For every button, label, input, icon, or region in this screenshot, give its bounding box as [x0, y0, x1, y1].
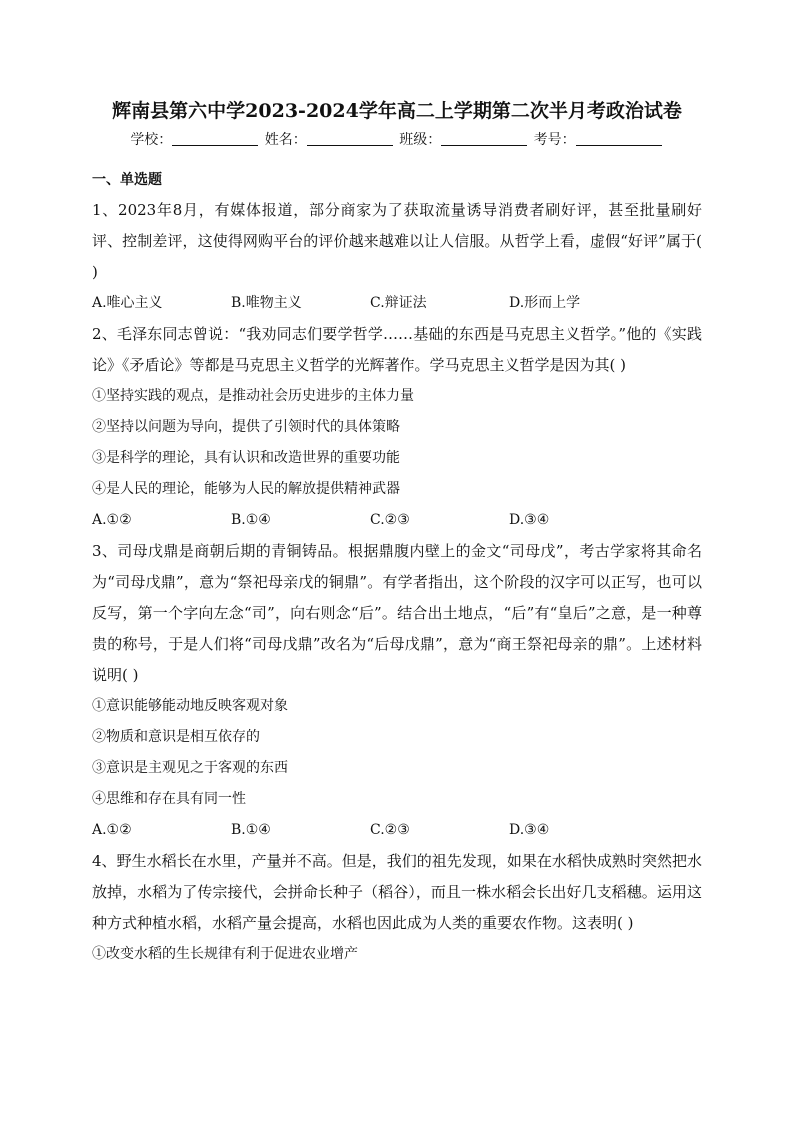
option-c: C.②③ [370, 512, 410, 528]
question-options [92, 288, 702, 319]
statement-2: ②物质和意识是相互依存的 [92, 729, 260, 745]
option-b: B.①④ [231, 512, 271, 528]
name-label: 姓名： [264, 132, 307, 148]
question-options [92, 815, 702, 846]
option-a: A.①② [92, 512, 132, 528]
school-label: 学校： [130, 132, 173, 148]
question-options [92, 505, 702, 536]
class-label: 班级： [399, 132, 442, 148]
question-stem: 3、司母戊鼎是商朝后期的青铜铸品。根据鼎腹内壁上的金文“司母戊”，考古学家将其命名为“司母戊鼎”，意为“祭祀母亲戊的铜鼎”。有学者指出，这个阶段的汉字可以正写，也可以反写，第一个字向左念“司”，向右则念“后”。结合出土地点，“后”有“皇后”之意，是一种尊贵的称号，于是人们将“司母戊鼎”改名为“后母戊鼎”，意为“商王祭祀母亲的鼎”。上述材料说明( ) [92, 542, 702, 684]
question-1 [92, 195, 702, 319]
exam-number-blank [576, 131, 662, 146]
question-4 [92, 846, 702, 970]
exam-title: 辉南县第六中学2023-2024学年高二上学期第二次半月考政治试卷 [112, 100, 682, 122]
option-d: D.形而上学 [509, 295, 581, 311]
statement-1: ①意识能够能动地反映客观对象 [92, 698, 288, 714]
statement-2: ②坚持以问题为导向，提供了引领时代的具体策略 [92, 419, 400, 435]
student-info-line [92, 129, 702, 149]
statement-4: ④思维和存在具有同一性 [92, 791, 246, 807]
option-b: B.①④ [231, 822, 271, 838]
option-c: C.辩证法 [370, 295, 427, 311]
option-a: A.唯心主义 [92, 295, 163, 311]
question-stem: 2、毛泽东同志曾说：“我劝同志们要学哲学……基础的东西是马克思主义哲学。”他的《实践论》《矛盾论》等都是马克思主义哲学的光辉著作。学马克思主义哲学是因为其( ) [92, 325, 702, 374]
option-d: D.③④ [509, 512, 550, 528]
class-blank [441, 131, 527, 146]
statement-1: ①改变水稻的生长规律有利于促进农业增产 [92, 946, 358, 962]
statement-3: ③是科学的理论，具有认识和改造世界的重要功能 [92, 450, 400, 466]
option-b: B.唯物主义 [231, 295, 302, 311]
option-a: A.①② [92, 822, 132, 838]
question-stem: 1、2023年8月，有媒体报道，部分商家为了获取流量诱导消费者刷好评，甚至批量刷好评、控制差评，这使得网购平台的评价越来越难以让人信服。从哲学上看，虚假“好评”属于( ) [92, 201, 702, 281]
name-blank [307, 131, 393, 146]
statement-3: ③意识是主观见之于客观的东西 [92, 760, 288, 776]
section-title: 一、单选题 [92, 172, 162, 188]
statement-1: ①坚持实践的观点，是推动社会历史进步的主体力量 [92, 388, 414, 404]
option-d: D.③④ [509, 822, 550, 838]
exam-number-label: 考号： [533, 132, 576, 148]
question-3 [92, 536, 702, 846]
statement-4: ④是人民的理论，能够为人民的解放提供精神武器 [92, 481, 400, 497]
question-2 [92, 319, 702, 536]
school-blank [172, 131, 258, 146]
question-stem: 4、野生水稻长在水里，产量并不高。但是，我们的祖先发现，如果在水稻快成熟时突然把水放掉，水稻为了传宗接代，会拼命长种子（稻谷），而且一株水稻会长出好几支稻穗。运用这种方式种植水稻，水稻产量会提高，水稻也因此成为人类的重要农作物。这表明( ) [92, 852, 702, 932]
option-c: C.②③ [370, 822, 410, 838]
